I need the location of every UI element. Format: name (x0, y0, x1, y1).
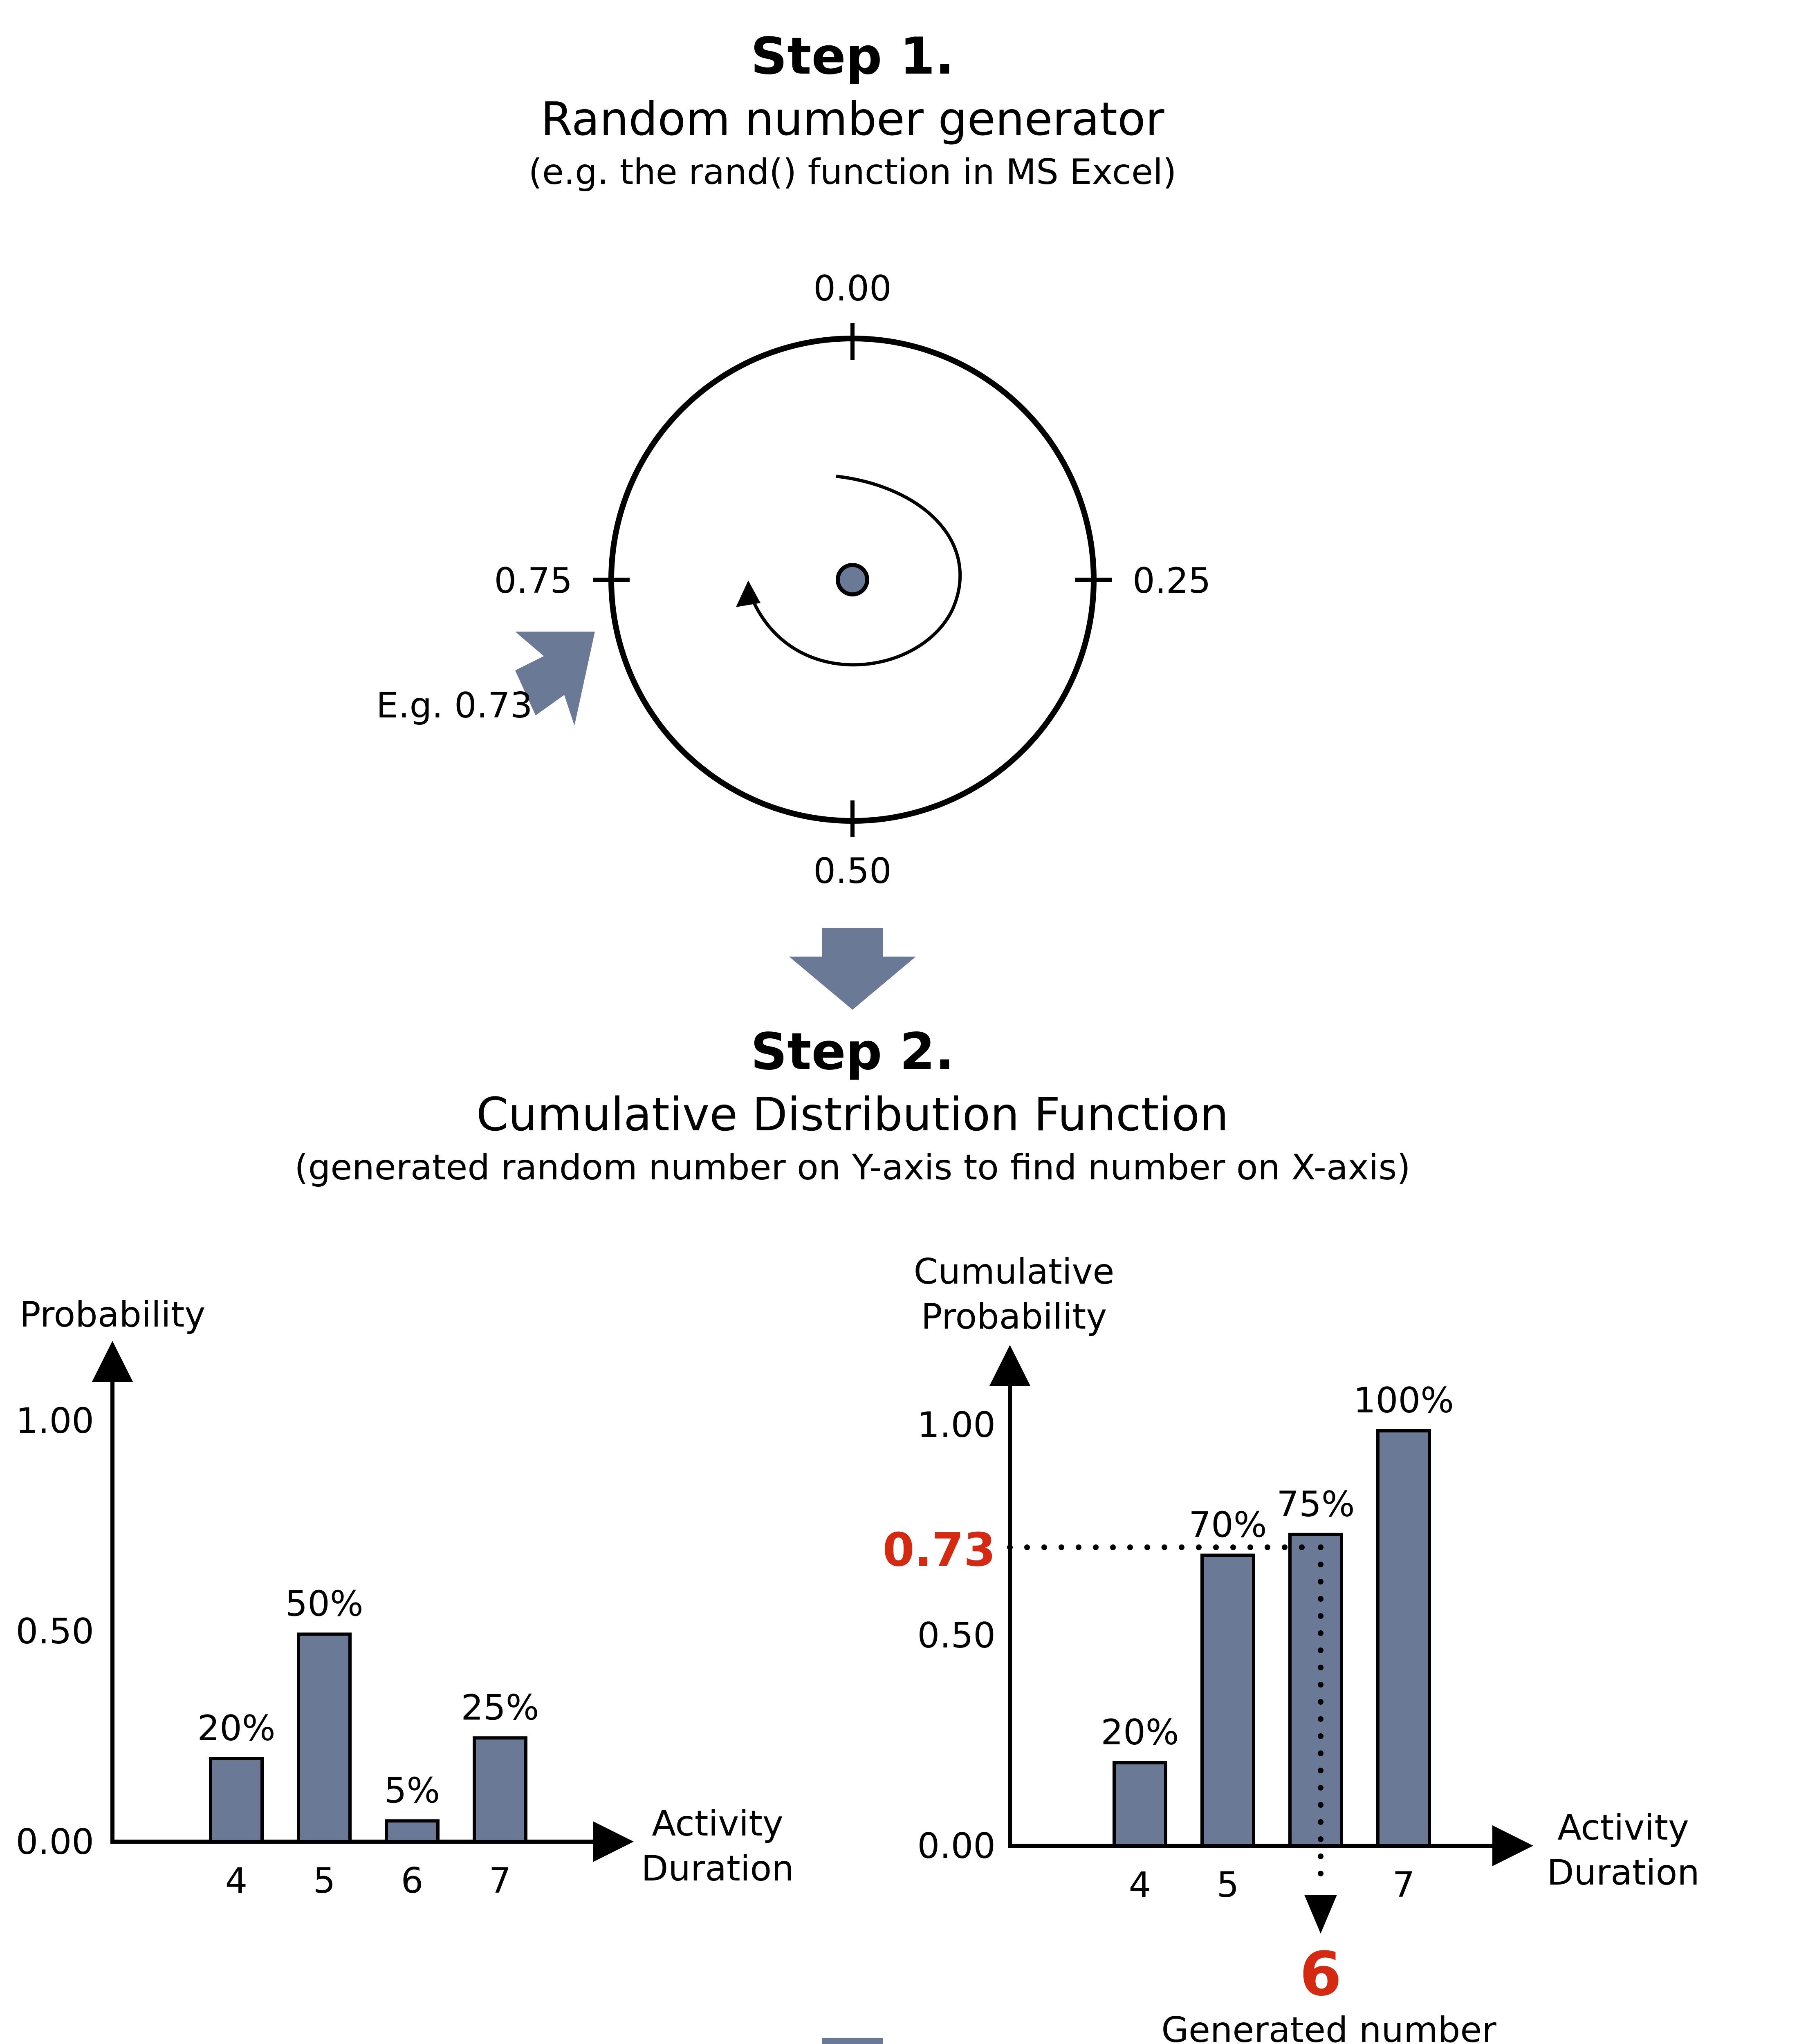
bar-4 (1378, 1431, 1429, 1846)
prob-bars (197, 1584, 539, 1902)
bar-data-label-1: 20% (197, 1708, 276, 1749)
lookup-arrow-head-icon (1304, 1895, 1337, 1934)
dial-label-bottom: 0.50 (813, 851, 892, 892)
prob-y-label: Probability (19, 1294, 206, 1335)
dial-label-top: 0.00 (813, 268, 892, 309)
cum-x-label-line2: Duration (1547, 1852, 1700, 1893)
x-tick-label-2: 5 (313, 1860, 336, 1901)
generated-value-label: 0.73 (882, 1524, 996, 1577)
bar-3 (1290, 1535, 1341, 1846)
bar-data-label-4: 25% (461, 1687, 539, 1728)
bar-2 (1202, 1555, 1254, 1846)
bar-1 (211, 1759, 262, 1842)
bar-2 (298, 1634, 350, 1842)
step2-section (16, 1022, 1700, 2044)
bar-3 (386, 1821, 438, 1842)
bar-data-label-3: 75% (1276, 1484, 1355, 1525)
x-tick-label-4: 7 (489, 1860, 511, 1901)
step1-title: Random number generator (541, 93, 1164, 146)
flow-arrow-2-icon (789, 2038, 916, 2044)
bar-1 (1114, 1763, 1166, 1846)
bar-data-label-1: 20% (1101, 1712, 1179, 1753)
step2-heading: Step 2. (751, 1022, 954, 1081)
x-tick-label-2: 5 (1216, 1865, 1239, 1905)
dial-label-left: 0.75 (494, 560, 572, 601)
generated-result-number: 6 (1299, 1939, 1342, 2009)
prob-y-tick-050: 0.50 (16, 1611, 94, 1652)
prob-y-tick-000: 0.00 (16, 1822, 94, 1862)
cum-bars (1101, 1380, 1454, 1905)
spin-arrow-head-icon (736, 580, 760, 607)
flow-arrow-1-icon (789, 928, 916, 1010)
probability-chart (16, 1294, 794, 1901)
dial-center-pin (838, 565, 867, 594)
step1-heading: Step 1. (751, 27, 954, 86)
bar-data-label-2: 70% (1189, 1504, 1267, 1546)
prob-x-label-line2: Duration (641, 1848, 794, 1889)
step2-subtitle: (generated random number on Y-axis to find number on X-axis) (294, 1147, 1411, 1188)
bar-data-label-4: 100% (1353, 1380, 1454, 1421)
x-tick-label-4: 7 (1392, 1865, 1415, 1905)
step2-title: Cumulative Distribution Function (476, 1088, 1229, 1141)
step1-subtitle: (e.g. the rand() function in MS Excel) (528, 152, 1177, 193)
generated-number-caption: Generated number (1161, 2010, 1496, 2044)
prob-y-tick-100: 1.00 (16, 1401, 94, 1441)
x-tick-label-3: 6 (401, 1860, 424, 1901)
bar-4 (474, 1738, 526, 1842)
cum-y-tick-050: 0.50 (917, 1615, 996, 1656)
step1-section (376, 27, 1211, 892)
example-value-label: E.g. 0.73 (376, 685, 533, 726)
random-dial (376, 268, 1211, 892)
cum-y-label-line2: Probability (921, 1296, 1107, 1337)
dial-label-right: 0.25 (1133, 560, 1211, 601)
cum-y-tick-000: 0.00 (917, 1826, 996, 1867)
cum-y-label-line1: Cumulative (913, 1251, 1115, 1292)
bar-data-label-2: 50% (285, 1583, 363, 1625)
cum-y-tick-100: 1.00 (917, 1405, 996, 1446)
x-tick-label-1: 4 (1128, 1865, 1151, 1905)
prob-x-label-line1: Activity (652, 1803, 783, 1844)
bar-data-label-3: 5% (384, 1770, 440, 1811)
x-tick-label-1: 4 (225, 1860, 248, 1901)
cumulative-chart (883, 1251, 1700, 2044)
cum-x-label-line1: Activity (1557, 1807, 1689, 1848)
